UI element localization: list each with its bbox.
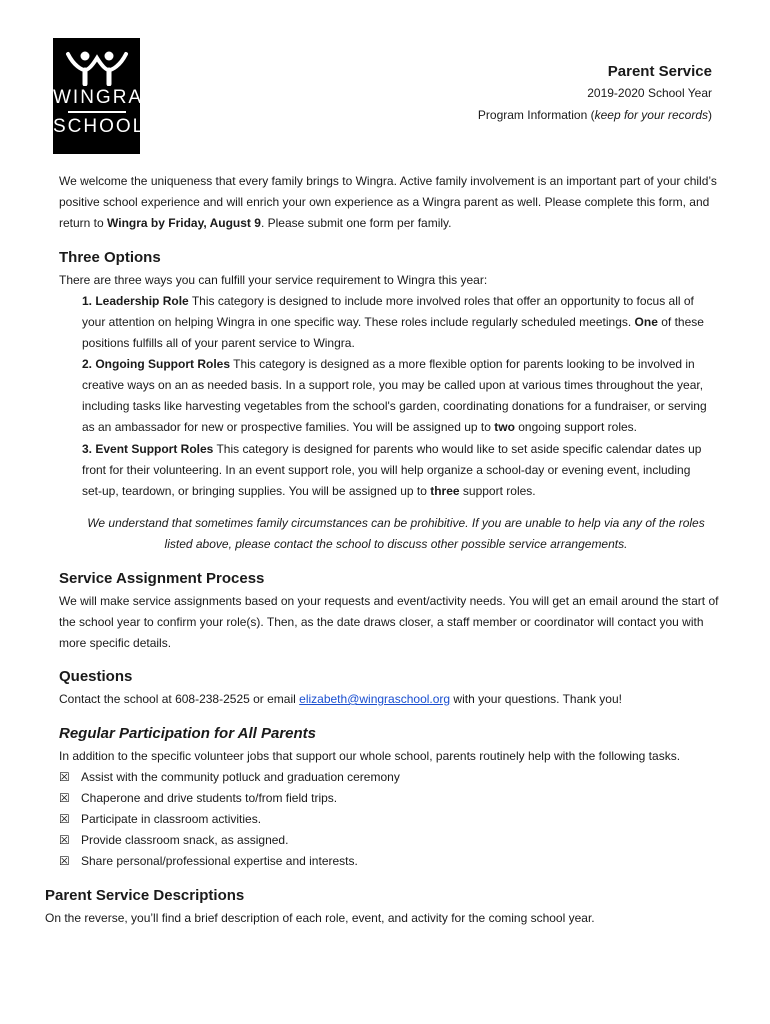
descriptions-heading: Parent Service Descriptions [45,887,245,904]
task-text: Assist with the community potluck and graduation ceremony [81,770,400,784]
questions-text [59,689,719,710]
option-ongoing-support [82,354,712,438]
option-2-text-end: ongoing support roles. [514,420,637,434]
option-1-title: 1. Leadership Role [82,294,189,308]
descriptions-text: On the reverse, you’ll find a brief description of each role, event, and activity for the coming school year. [45,911,595,925]
list-item [59,767,719,788]
option-2-text: This category is designed as a more flexible option for parents looking to be involved in creative ways on an as needed basis. In a support role, you may be called upon at various times throughout the year, including tasks like harvesting vegetables from the school's garden, coordinating donations for a fundraiser, or serving as an ambassador for new or prospective families. You will be assigned up to [82,357,707,434]
option-3-title: 3. Event Support Roles [82,442,214,456]
intro-text: We welcome the uniqueness that every family brings to Wingra. Active family involvement is an important part of your child’s positive school experience and will enrich your own experience as a Wingra parent as well. Please complete this form, and return to [59,174,717,230]
task-text: Chaperone and drive students to/from field trips. [81,791,338,805]
questions-section [59,667,719,687]
questions-heading: Questions [59,668,133,685]
option-1-text: This category is designed to include more involved roles that offer an opportunity to focus all of your attention on helping Wingra in one specific way. These roles include regularly scheduled meetings. [82,294,694,329]
three-options-heading: Three Options [59,249,161,266]
option-2-title: 2. Ongoing Support Roles [82,357,230,371]
assignment-text: We will make service assignments based on your requests and event/activity needs. You will get an email around the start of the school year to confirm your role(s). Then, as the date draws closer, a staff member or coordinator will contact you with more specific details. [59,594,719,650]
circumstances-note: We understand that sometimes family circumstances can be prohibitive. If you are unable to help via any of the roles listed above, please contact the school to discuss other possible service arrangements. [87,516,705,551]
program-info-italic: keep for your records [594,108,708,122]
checked-box-icon: ☒ [59,854,70,868]
program-info [478,104,712,126]
list-item [59,851,719,872]
checked-box-icon: ☒ [59,770,70,784]
intro-paragraph [59,171,719,234]
regular-section [59,724,719,744]
option-3-bold: three [430,484,460,498]
option-3-text-end: support roles. [459,484,536,498]
list-item [59,788,719,809]
questions-prefix: Contact the school at 608-238-2525 or email [59,692,300,706]
three-options-section [59,248,719,268]
task-text: Share personal/professional expertise and interests. [81,854,358,868]
task-text: Participate in classroom activities. [81,812,262,826]
intro-text-end: . Please submit one form per family. [260,216,452,230]
program-info-suffix: ) [708,108,712,122]
school-logo [53,38,146,154]
checked-box-icon: ☒ [59,791,70,805]
questions-suffix: with your questions. Thank you! [450,692,622,706]
document-header [478,62,712,126]
option-2-bold: two [494,420,515,434]
task-text: Provide classroom snack, as assigned. [81,833,289,847]
intro-deadline: Wingra by Friday, August 9 [107,216,261,230]
option-1-text-end: of these positions fulfills all of your parent service to Wingra. [82,315,704,350]
logo-divider [68,111,126,113]
logo-line-1: WINGRA [53,87,144,108]
school-year: 2019-2020 School Year [587,86,712,100]
option-1-bold: One [634,315,658,329]
option-leadership-role [82,291,712,354]
task-list [59,767,719,872]
email-link[interactable]: elizabeth@wingraschool.org [299,692,451,706]
list-item [59,830,719,851]
wingra-figures-icon [62,48,132,86]
program-info-prefix: Program Information ( [477,108,595,122]
regular-heading: Regular Participation for All Parents [59,725,316,742]
page-title: Parent Service [607,63,712,80]
option-event-support [82,439,712,502]
three-options-lead: There are three ways you can fulfill your service requirement to Wingra this year: [59,273,488,287]
list-item [59,809,719,830]
descriptions-section [45,886,725,906]
assignment-section [59,569,719,589]
logo-line-2: SCHOOL [53,116,146,137]
checked-box-icon: ☒ [59,812,70,826]
option-3-text: This category is designed for parents who would like to set aside specific calendar dates up front for their volunteering. In an event support role, you will help organize a school-day or evening event, including set-up, teardown, or bringing supplies. You will be assigned up to [82,442,702,498]
checked-box-icon: ☒ [59,833,70,847]
assignment-heading: Service Assignment Process [59,570,265,587]
regular-lead: In addition to the specific volunteer jobs that support our whole school, parents routinely help with the following tasks. [59,749,681,763]
